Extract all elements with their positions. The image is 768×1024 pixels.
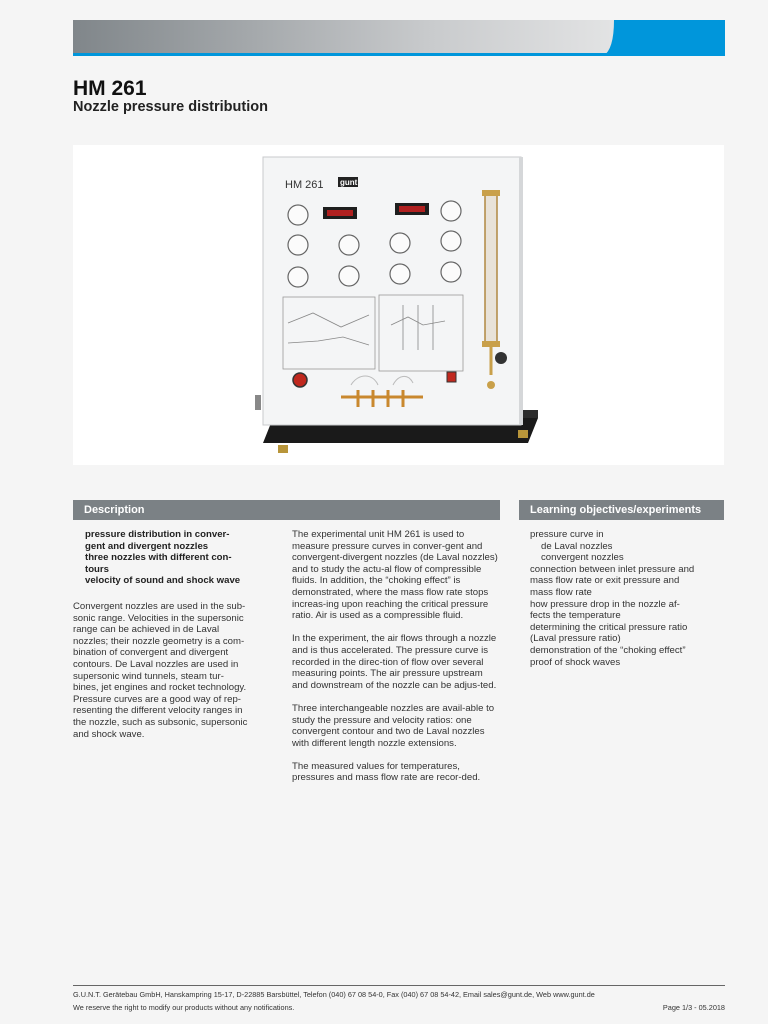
description-column-2 [292,529,500,796]
objective-item: mass flow rate or exit pressure and [530,575,680,587]
objective-item: pressure curve in [530,529,604,540]
panel-label: HM 261 [285,179,324,191]
text-line: Convergent nozzles are used in the sub- [73,600,246,612]
intro-paragraph [73,601,275,740]
objective-item: determining the critical pressure ratio [530,621,688,633]
body-paragraph: Three interchangeable nozzles are avail-able to study the pressure and velocity ratios: one convergent contour and two de Laval nozzles with different length nozzle extensions. [292,702,495,749]
text-line: nozzles; their nozzle geometry is a com- [73,635,245,647]
learning-objectives-list [530,529,726,668]
body-paragraph: In the experiment, the air flows through a nozzle and is thus accelerated. The pressure curve is recorded in the direc-tion of flow over several measuring points. The air pressure upstream and downstream of the nozzle can be adjus-ted. [292,633,497,691]
body-paragraph: The measured values for temperatures, pressures and mass flow rate are recor-ded. [292,760,481,784]
footer-disclaimer: We reserve the right to modify our products without any notifications. [73,1003,295,1012]
text-line: range can be achieved in de Laval [73,624,220,636]
feature-bullet-list [85,529,275,587]
product-code: HM 261 [73,77,147,100]
feature-bullet: pressure distribution in conver- [85,529,230,540]
text-line: supersonic wind tunnels, steam tur- [73,670,224,682]
feature-bullet: tours [85,563,109,575]
header-banner-graphic [73,20,725,56]
text-line: bines, jet engines and rocket technology. [73,682,247,694]
text-line: Pressure curves are a good way of rep- [73,693,241,705]
body-paragraph: The experimental unit HM 261 is used to measure pressure curves in conver-gent and convergent-divergent nozzles (de Laval nozzles) and to study the actu-al flow of compressible fluids. In addition, the “choking effect” is demonstrated, where the mass flow rate stops increas-ing upon reaching the critical pressure ratio. Air is used as a compressible fluid. [292,529,498,622]
product-title: Nozzle pressure distribution [73,99,268,115]
text-line: sonic range. Velocities in the supersonic [73,612,244,624]
feature-bullet: velocity of sound and shock wave [85,575,241,587]
text-line: and shock wave. [73,728,145,740]
brand-logo: gunt [340,178,358,187]
objective-item: fects the temperature [530,610,621,622]
accent-tab [603,20,725,56]
text-line: bination of convergent and divergent [73,647,229,659]
page-number: Page 1/3 - 05.2018 [662,1003,725,1012]
objective-subitem: convergent nozzles [541,552,624,564]
footer-divider [73,985,725,986]
description-column-1 [73,529,275,740]
footer-company-line: G.U.N.T. Gerätebau GmbH, Hanskampring 15-17, D-22885 Barsbüttel, Telefon (040) 67 08 54-0, Fax (040) 67 08 54-42, Email sales@gunt.de, Web www.gunt.de [73,990,595,999]
objective-item: demonstration of the “choking effect” [530,644,686,656]
objective-item: mass flow rate [530,586,592,598]
text-line: the nozzle, such as subsonic, supersonic [73,716,248,728]
learning-objectives-heading: Learning objectives/experiments [519,500,724,520]
product-illustration [73,145,724,465]
feature-bullet: three nozzles with different con- [85,552,232,564]
objective-item: how pressure drop in the nozzle af- [530,598,680,610]
text-line: resenting the different velocity ranges in [73,705,243,717]
objective-item: (Laval pressure ratio) [530,633,621,645]
objective-item: proof of shock waves [530,656,621,668]
header-banner [73,20,725,56]
text-line: contours. De Laval nozzles are used in [73,658,239,670]
description-heading: Description [73,500,500,520]
accent-rule [73,53,725,56]
product-photo [73,145,724,465]
objective-subitem: de Laval nozzles [541,540,613,552]
objective-item: connection between inlet pressure and [530,563,695,575]
feature-bullet: gent and divergent nozzles [85,540,209,552]
